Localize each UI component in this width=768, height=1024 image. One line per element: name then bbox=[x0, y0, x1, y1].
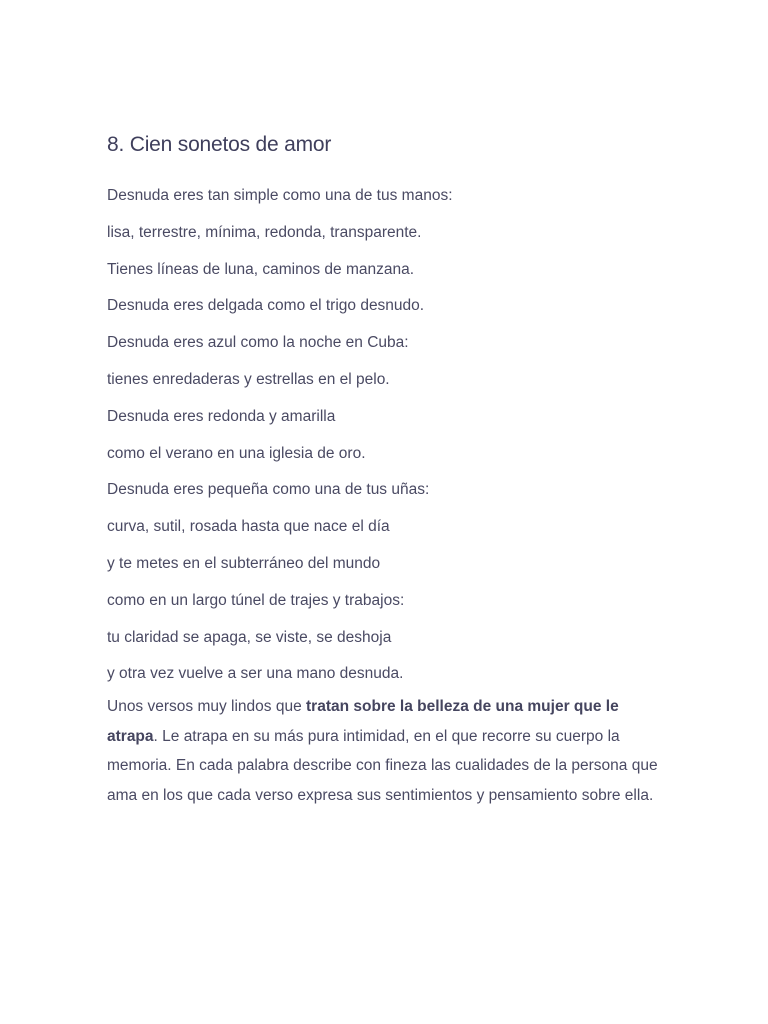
commentary-intro: Unos versos muy lindos que bbox=[107, 698, 307, 716]
commentary-paragraph bbox=[107, 692, 662, 810]
verse-line: lisa, terrestre, mínima, redonda, transparente. bbox=[107, 223, 422, 241]
article-title: 8. Cien sonetos de amor bbox=[107, 133, 332, 156]
verse-line: y otra vez vuelve a ser una mano desnuda. bbox=[107, 665, 404, 683]
article bbox=[107, 126, 667, 810]
verse-line: tu claridad se apaga, se viste, se deshoja bbox=[107, 628, 392, 646]
commentary-highlight: tratan sobre la belleza de una mujer que le atrapa bbox=[107, 698, 619, 745]
verse-line: Desnuda eres delgada como el trigo desnudo. bbox=[107, 297, 425, 315]
verse-line: Desnuda eres pequeña como una de tus uñas: bbox=[107, 481, 430, 499]
verse-line: tienes enredaderas y estrellas en el pelo. bbox=[107, 370, 390, 388]
verse-line: curva, sutil, rosada hasta que nace el día bbox=[107, 518, 390, 536]
poem-verses bbox=[107, 186, 667, 684]
commentary-body: . Le atrapa en su más pura intimidad, en el que recorre su cuerpo la memoria. En cada palabra describe con fineza las cualidades de la persona que ama en los que cada verso expresa sus sentimientos y pensamiento sobre ella. bbox=[107, 727, 658, 804]
verse-line: como el verano en una iglesia de oro. bbox=[107, 444, 366, 462]
verse-line: Tienes líneas de luna, caminos de manzana. bbox=[107, 260, 415, 278]
verse-line: Desnuda eres azul como la noche en Cuba: bbox=[107, 334, 409, 352]
verse-line: y te metes en el subterráneo del mundo bbox=[107, 554, 381, 572]
verse-line: Desnuda eres redonda y amarilla bbox=[107, 407, 336, 425]
verse-line: Desnuda eres tan simple como una de tus manos: bbox=[107, 187, 453, 204]
verse-line: como en un largo túnel de trajes y trabajos: bbox=[107, 591, 405, 609]
